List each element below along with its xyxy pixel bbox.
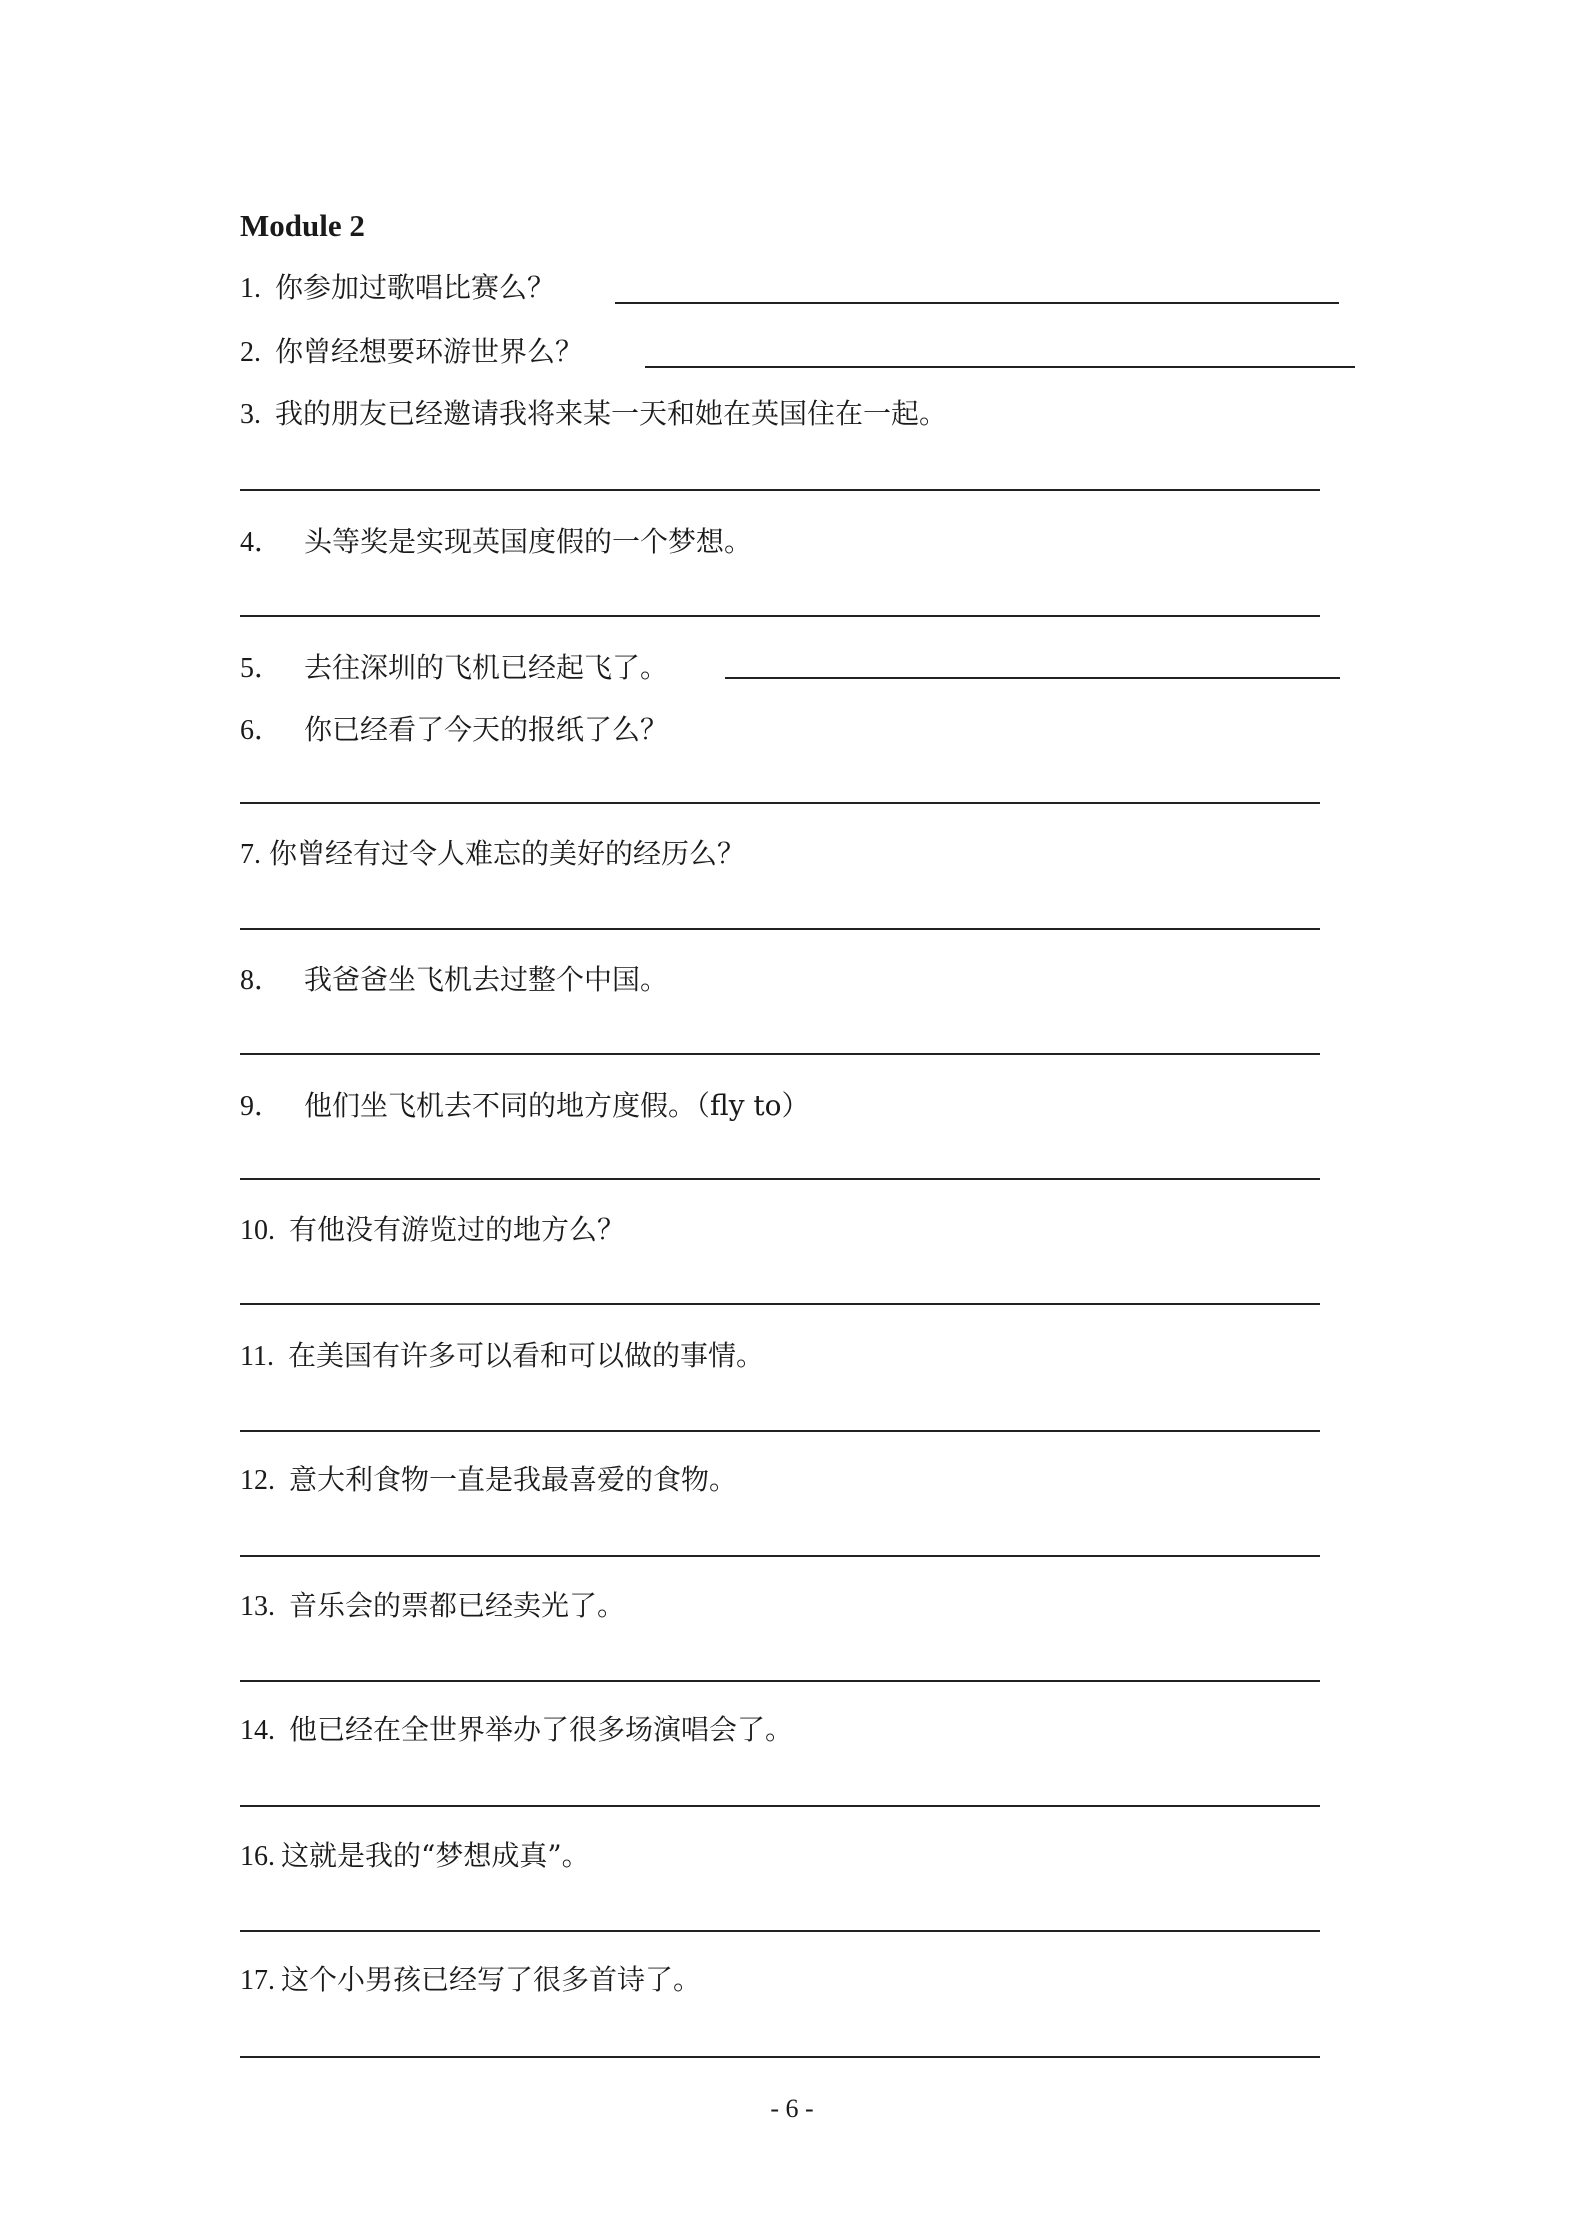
answer-line-16[interactable] xyxy=(240,1930,1320,1932)
question-8 xyxy=(240,962,668,999)
answer-line-17[interactable] xyxy=(240,2056,1320,2058)
question-number: 17. xyxy=(240,1965,275,1996)
question-7 xyxy=(240,836,745,873)
answer-line-1[interactable] xyxy=(615,302,1339,304)
answer-line-12[interactable] xyxy=(240,1555,1320,1557)
question-text: 音乐会的票都已经卖光了。 xyxy=(289,1589,626,1622)
question-text: 你参加过歌唱比赛么？ xyxy=(275,271,556,304)
answer-line-11[interactable] xyxy=(240,1430,1320,1432)
question-text: 他已经在全世界举办了很多场演唱会了。 xyxy=(289,1713,794,1746)
module-title: Module 2 xyxy=(240,208,365,243)
answer-line-7[interactable] xyxy=(240,928,1320,930)
question-9 xyxy=(240,1088,810,1125)
question-text: 这个小男孩已经写了很多首诗了。 xyxy=(281,1963,702,1996)
question-10 xyxy=(240,1212,625,1249)
question-text: 头等奖是实现英国度假的一个梦想。 xyxy=(304,525,753,558)
question-11 xyxy=(240,1338,764,1375)
question-17 xyxy=(240,1962,701,1999)
question-text: 有他没有游览过的地方么？ xyxy=(289,1213,626,1246)
question-text: 去往深圳的飞机已经起飞了。 xyxy=(304,651,669,684)
question-text: 你曾经有过令人难忘的美好的经历么？ xyxy=(269,837,746,870)
question-number: 2. xyxy=(240,337,261,368)
page-number: - 6 - xyxy=(770,2094,814,2123)
answer-line-5[interactable] xyxy=(725,677,1340,679)
question-number: 3. xyxy=(240,399,261,430)
question-text: 在美国有许多可以看和可以做的事情。 xyxy=(287,1339,764,1372)
question-text: 我的朋友已经邀请我将来某一天和她在英国住在一起。 xyxy=(275,397,948,430)
question-text: 你曾经想要环游世界么？ xyxy=(275,335,584,368)
question-number: 9． xyxy=(240,1091,283,1122)
answer-line-14[interactable] xyxy=(240,1805,1320,1807)
answer-line-4[interactable] xyxy=(240,615,1320,617)
question-13 xyxy=(240,1588,625,1625)
question-number: 10. xyxy=(240,1215,275,1246)
question-number: 1. xyxy=(240,273,261,304)
question-text: 他们坐飞机去不同的地方度假。（fly to） xyxy=(304,1089,810,1122)
question-2 xyxy=(240,334,583,371)
question-4 xyxy=(240,524,752,561)
question-text: 意大利食物一直是我最喜爱的食物。 xyxy=(289,1463,738,1496)
question-6 xyxy=(240,712,668,749)
question-number: 14. xyxy=(240,1715,275,1746)
question-text: 这就是我的“梦想成真”。 xyxy=(281,1839,590,1872)
answer-line-10[interactable] xyxy=(240,1303,1320,1305)
answer-line-3[interactable] xyxy=(240,489,1320,491)
question-text: 我爸爸坐飞机去过整个中国。 xyxy=(304,963,669,996)
question-text: 你已经看了今天的报纸了么？ xyxy=(304,713,669,746)
question-14 xyxy=(240,1712,793,1749)
answer-line-13[interactable] xyxy=(240,1680,1320,1682)
question-number: 5． xyxy=(240,653,283,684)
question-12 xyxy=(240,1462,737,1499)
question-16 xyxy=(240,1838,590,1875)
question-3 xyxy=(240,396,947,433)
question-number: 4． xyxy=(240,527,283,558)
question-number: 8． xyxy=(240,965,283,996)
question-number: 7. xyxy=(240,839,261,870)
answer-line-2[interactable] xyxy=(645,366,1355,368)
question-number: 6． xyxy=(240,715,283,746)
question-1 xyxy=(240,270,555,307)
question-number: 12. xyxy=(240,1465,275,1496)
question-number: 11. xyxy=(240,1341,274,1372)
question-5 xyxy=(240,650,668,687)
question-number: 13. xyxy=(240,1591,275,1622)
question-number: 16. xyxy=(240,1841,275,1872)
answer-line-8[interactable] xyxy=(240,1053,1320,1055)
answer-line-9[interactable] xyxy=(240,1178,1320,1180)
answer-line-6[interactable] xyxy=(240,802,1320,804)
